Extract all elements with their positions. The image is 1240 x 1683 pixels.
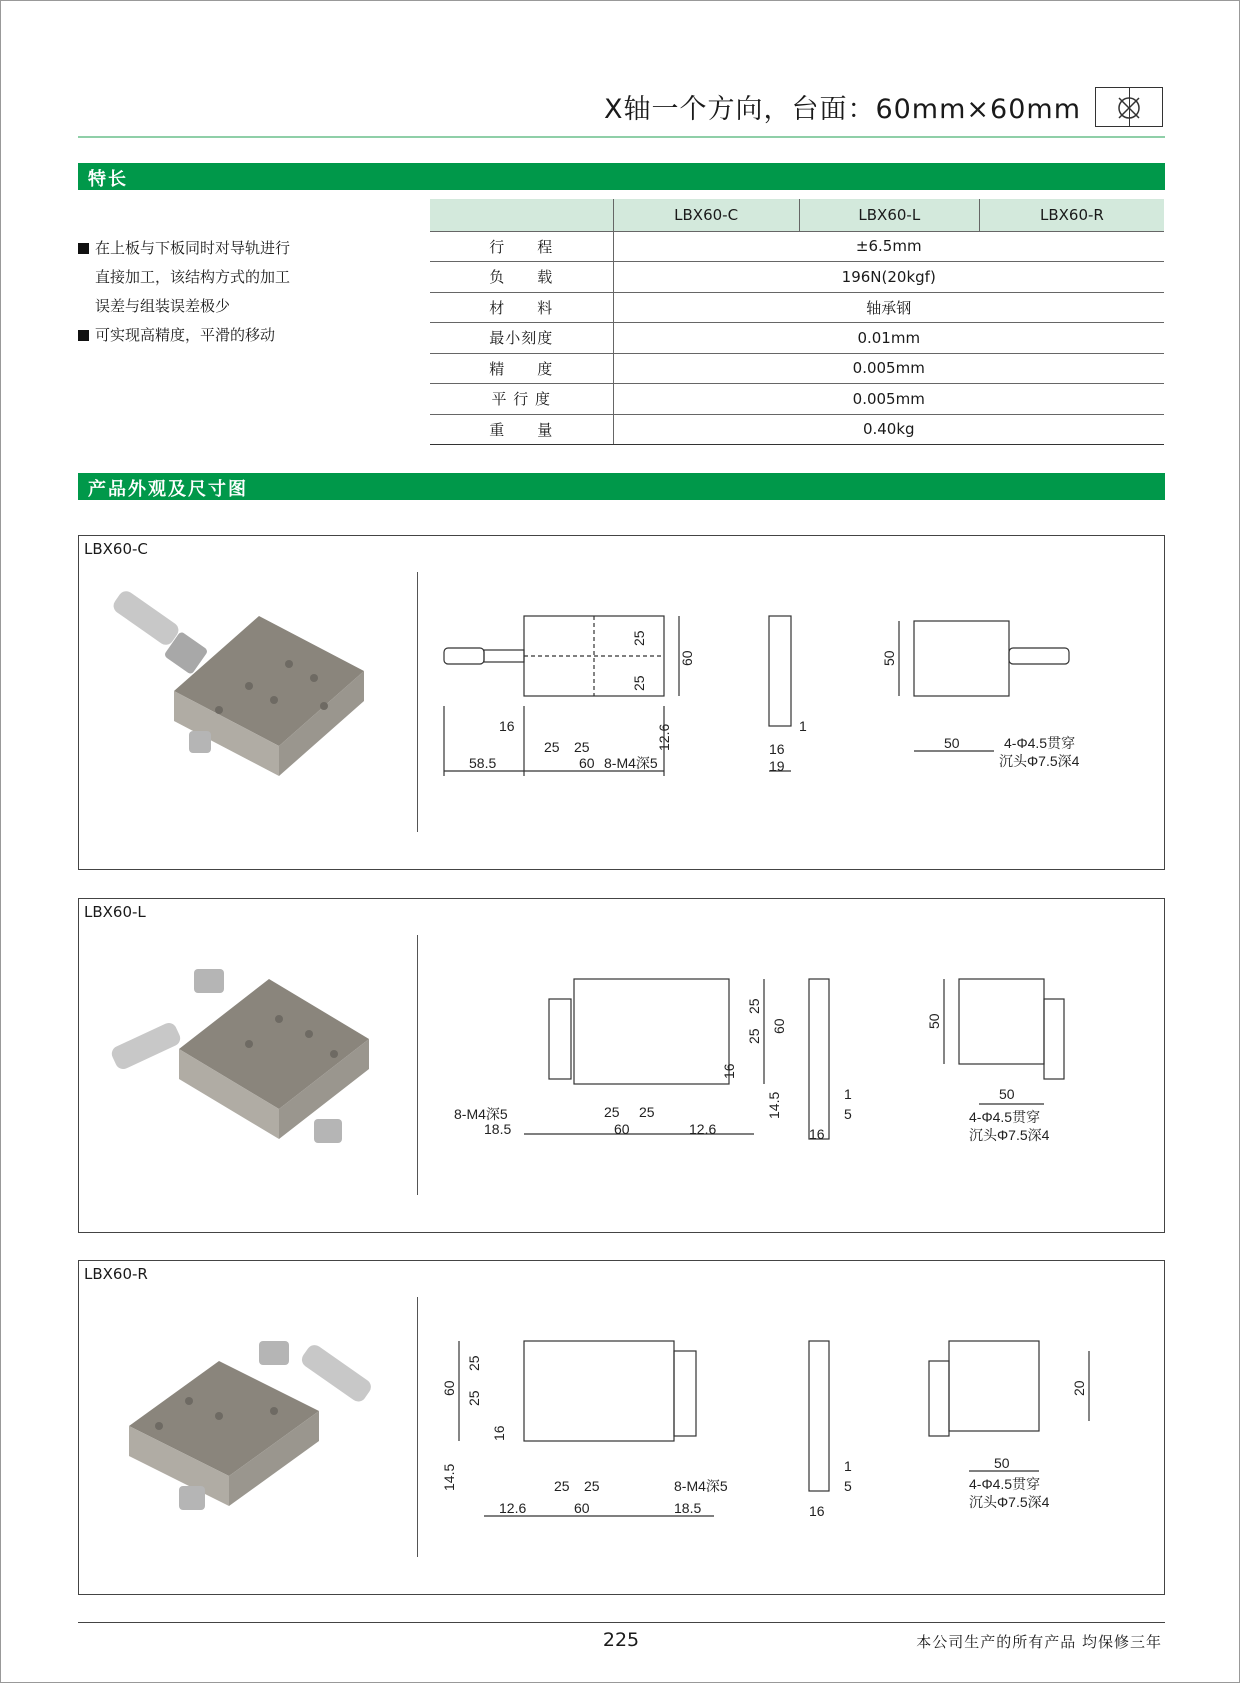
header-rule bbox=[78, 136, 1165, 138]
spec-row bbox=[430, 384, 1164, 415]
dim-label: 60 bbox=[679, 650, 695, 666]
dim-label: 25 bbox=[604, 1104, 620, 1120]
panel-divider bbox=[417, 572, 418, 832]
panel-divider bbox=[417, 1297, 418, 1557]
spec-row bbox=[430, 231, 1164, 262]
spec-label: 平 行 度 bbox=[430, 384, 613, 415]
spec-row bbox=[430, 292, 1164, 323]
axis-symbol-box bbox=[1095, 87, 1163, 127]
dim-label: 18.5 bbox=[484, 1121, 512, 1137]
warranty-note: 本公司生产的所有产品 均保修三年 bbox=[916, 1633, 1162, 1651]
feature-list bbox=[78, 234, 290, 350]
spec-value: 0.40kg bbox=[613, 414, 1164, 445]
dimension-drawings bbox=[424, 566, 1144, 826]
dim-label: 50 bbox=[999, 1086, 1015, 1102]
dimension-drawings bbox=[424, 929, 1144, 1189]
spec-header-model: LBX60-C bbox=[613, 199, 799, 231]
spec-value: 0.01mm bbox=[613, 323, 1164, 354]
product-panel-lbx60-l bbox=[78, 898, 1165, 1233]
dim-label: 50 bbox=[944, 735, 960, 751]
axis-symbol-icon bbox=[1112, 92, 1146, 124]
dim-label: 50 bbox=[994, 1455, 1010, 1471]
spec-header-blank bbox=[430, 199, 613, 231]
page-title: X轴一个方向，台面：60mm×60mm bbox=[603, 94, 1081, 125]
dim-label: 8-M4深5 bbox=[604, 755, 658, 771]
panel-model-label: LBX60-R bbox=[84, 1265, 148, 1283]
feature-line: 可实现高精度，平滑的移动 bbox=[95, 326, 276, 344]
dim-label: 4-Φ4.5贯穿 bbox=[1004, 735, 1076, 751]
dim-label: 沉头Φ7.5深4 bbox=[999, 753, 1080, 769]
dim-label: 4-Φ4.5贯穿 bbox=[969, 1476, 1041, 1492]
dim-label: 沉头Φ7.5深4 bbox=[969, 1494, 1050, 1510]
dim-label: 1 bbox=[799, 718, 807, 734]
dim-label: 12.6 bbox=[656, 723, 672, 751]
spec-header-row bbox=[430, 199, 1164, 231]
dim-label: 25 bbox=[639, 1104, 655, 1120]
dim-label: 5 bbox=[844, 1478, 852, 1494]
dim-label: 25 bbox=[746, 998, 762, 1014]
dim-label: 50 bbox=[926, 1013, 942, 1029]
product-panel-lbx60-c bbox=[78, 535, 1165, 870]
dim-label: 1 bbox=[844, 1086, 852, 1102]
spec-row bbox=[430, 353, 1164, 384]
features-section-bar: 特长 bbox=[78, 163, 1165, 190]
spec-row bbox=[430, 414, 1164, 445]
panel-model-label: LBX60-L bbox=[84, 903, 146, 921]
dim-label: 25 bbox=[544, 739, 560, 755]
dim-label: 25 bbox=[554, 1478, 570, 1494]
spec-row bbox=[430, 323, 1164, 354]
spec-label: 负 载 bbox=[430, 262, 613, 293]
dim-label: 12.6 bbox=[689, 1121, 717, 1137]
feature-item bbox=[78, 234, 290, 321]
spec-table bbox=[430, 199, 1164, 445]
dim-label: 25 bbox=[746, 1028, 762, 1044]
panel-model-label: LBX60-C bbox=[84, 540, 148, 558]
dim-label: 25 bbox=[466, 1355, 482, 1371]
dim-label: 25 bbox=[466, 1390, 482, 1406]
dim-label: 58.5 bbox=[469, 755, 497, 771]
product-photo bbox=[99, 1301, 399, 1551]
dim-label: 16 bbox=[499, 718, 515, 734]
dim-label: 4-Φ4.5贯穿 bbox=[969, 1109, 1041, 1125]
page-number: 225 bbox=[602, 1629, 640, 1651]
dim-label: 60 bbox=[771, 1018, 787, 1034]
feature-item bbox=[78, 321, 290, 350]
feature-line: 直接加工，该结构方式的加工 bbox=[95, 268, 291, 286]
feature-line: 在上板与下板同时对导轨进行 bbox=[95, 239, 291, 257]
spec-value: 196N(20kgf) bbox=[613, 262, 1164, 293]
spec-value: 轴承钢 bbox=[613, 292, 1164, 323]
spec-label: 材 料 bbox=[430, 292, 613, 323]
dim-label: 8-M4深5 bbox=[454, 1106, 508, 1122]
dim-label: 60 bbox=[579, 755, 595, 771]
dim-label: 5 bbox=[844, 1106, 852, 1122]
spec-header-model: LBX60-R bbox=[979, 199, 1164, 231]
dim-label: 16 bbox=[809, 1126, 825, 1142]
dim-label: 19 bbox=[769, 758, 785, 774]
dim-label: 沉头Φ7.5深4 bbox=[969, 1127, 1050, 1143]
panel-divider bbox=[417, 935, 418, 1195]
footer-rule bbox=[78, 1622, 1165, 1623]
dim-label: 1 bbox=[844, 1458, 852, 1474]
dim-label: 16 bbox=[721, 1063, 737, 1079]
spec-row bbox=[430, 262, 1164, 293]
dim-label: 14.5 bbox=[441, 1463, 457, 1491]
product-photo bbox=[99, 939, 399, 1189]
dim-label: 18.5 bbox=[674, 1500, 702, 1516]
spec-label: 行 程 bbox=[430, 231, 613, 262]
dim-label: 50 bbox=[881, 650, 897, 666]
product-panel-lbx60-r bbox=[78, 1260, 1165, 1595]
dim-label: 14.5 bbox=[766, 1091, 782, 1119]
spec-value: 0.005mm bbox=[613, 353, 1164, 384]
dim-label: 25 bbox=[574, 739, 590, 755]
dim-label: 25 bbox=[631, 630, 647, 646]
spec-label: 最小刻度 bbox=[430, 323, 613, 354]
feature-line: 误差与组装误差极少 bbox=[95, 297, 231, 315]
dim-label: 60 bbox=[441, 1380, 457, 1396]
dim-label: 25 bbox=[584, 1478, 600, 1494]
spec-value: 0.005mm bbox=[613, 384, 1164, 415]
dim-label: 16 bbox=[769, 741, 785, 757]
dim-label: 12.6 bbox=[499, 1500, 527, 1516]
spec-label: 重 量 bbox=[430, 414, 613, 445]
dim-label: 25 bbox=[631, 675, 647, 691]
spec-label: 精 度 bbox=[430, 353, 613, 384]
dim-label: 8-M4深5 bbox=[674, 1478, 728, 1494]
dim-label: 16 bbox=[491, 1425, 507, 1441]
dim-label: 60 bbox=[574, 1500, 590, 1516]
dimension-drawings bbox=[424, 1291, 1144, 1551]
dim-label: 20 bbox=[1071, 1380, 1087, 1396]
spec-header-model: LBX60-L bbox=[799, 199, 979, 231]
drawings-section-bar: 产品外观及尺寸图 bbox=[78, 473, 1165, 500]
product-photo bbox=[99, 576, 399, 826]
dim-label: 16 bbox=[809, 1503, 825, 1519]
dim-label: 60 bbox=[614, 1121, 630, 1137]
spec-value: ±6.5mm bbox=[613, 231, 1164, 262]
